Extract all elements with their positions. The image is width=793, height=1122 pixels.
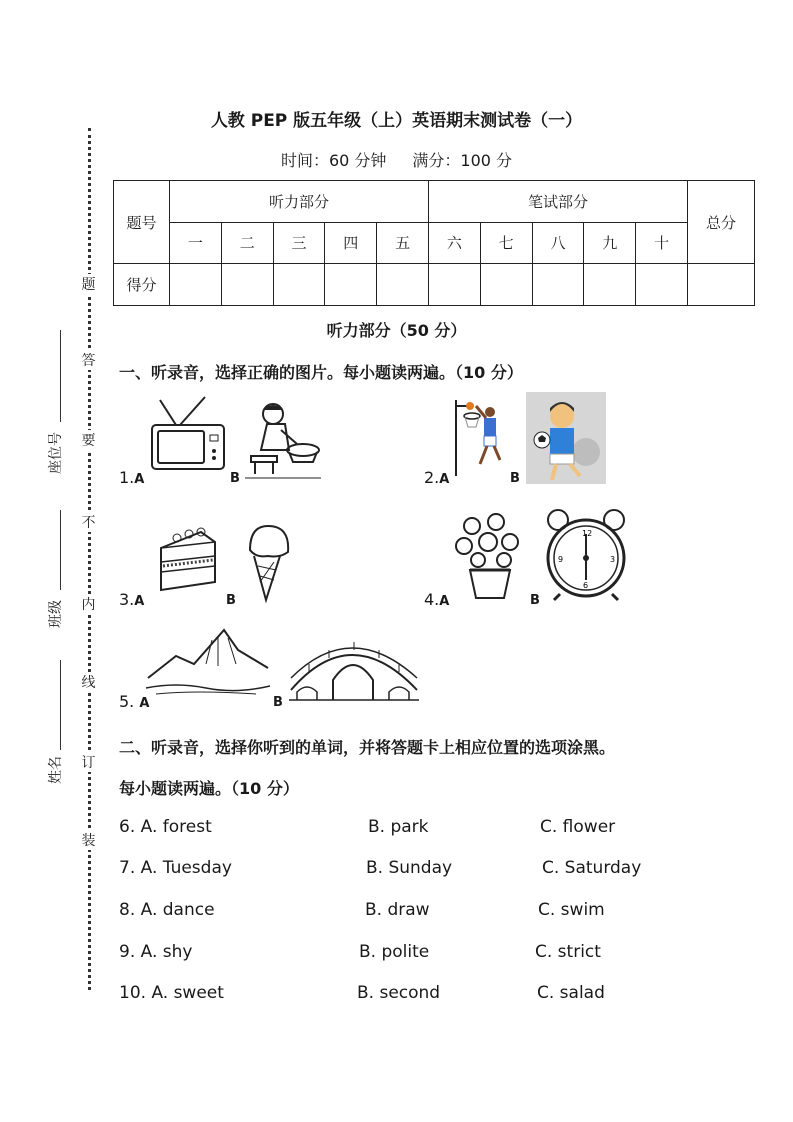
television-icon[interactable] xyxy=(150,395,230,475)
question-5-label xyxy=(119,692,149,711)
option-b-label: B xyxy=(230,471,240,486)
score-row-label: 得分 xyxy=(114,264,170,306)
question-3-label xyxy=(119,590,144,609)
score-cell[interactable] xyxy=(273,264,325,306)
binding-char: 答 xyxy=(80,350,97,370)
choice-9-b[interactable]: B. polite xyxy=(359,942,430,962)
score-cell[interactable] xyxy=(377,264,429,306)
binding-dotted-line xyxy=(88,128,91,990)
option-a-label: A xyxy=(134,472,145,487)
part-number: 四 xyxy=(325,222,377,264)
girl-washing-clothes-icon[interactable] xyxy=(245,400,325,480)
part-number: 一 xyxy=(170,222,222,264)
listening-header: 听力部分 xyxy=(170,181,429,223)
score-cell[interactable] xyxy=(480,264,532,306)
part1-heading: 一、听录音，选择正确的图片。每小题读两遍。（10 分） xyxy=(119,363,523,382)
total-header: 总分 xyxy=(687,181,754,264)
total-score-cell[interactable] xyxy=(687,264,754,306)
part-number: 七 xyxy=(480,222,532,264)
part-number: 六 xyxy=(428,222,480,264)
binding-char: 订 xyxy=(80,752,97,772)
choice-7-b[interactable]: B. Sunday xyxy=(366,858,453,878)
page-title: 人教 PEP 版五年级（上）英语期末测试卷（一） xyxy=(210,111,583,131)
name-line[interactable] xyxy=(60,660,61,750)
svg-text:9: 9 xyxy=(558,555,564,564)
class-label: 班级 xyxy=(48,600,64,628)
option-b-label: B xyxy=(273,695,283,710)
question-number: 1. xyxy=(119,468,135,487)
choice-8-b[interactable]: B. draw xyxy=(365,900,430,920)
time-limit: 时间：60 分钟 xyxy=(280,151,387,170)
svg-text:3: 3 xyxy=(610,555,616,564)
binding-char: 内 xyxy=(80,594,97,614)
binding-char: 题 xyxy=(80,274,97,294)
item-number-header: 题号 xyxy=(114,181,170,264)
bridge-icon[interactable] xyxy=(289,634,419,702)
part-number: 九 xyxy=(584,222,636,264)
choice-6-c[interactable]: C. flower xyxy=(540,817,616,837)
choice-8-a[interactable]: 8. A. dance xyxy=(119,900,215,920)
part-number: 三 xyxy=(273,222,325,264)
exam-info xyxy=(0,148,793,171)
part2-heading: 二、听录音，选择你听到的单词，并将答题卡上相应位置的选项涂黑。 xyxy=(119,738,616,757)
cake-slice-icon[interactable] xyxy=(157,526,219,596)
full-score: 满分：100 分 xyxy=(412,151,513,170)
choice-6-a[interactable]: 6. A. forest xyxy=(119,817,212,837)
choice-6-b[interactable]: B. park xyxy=(368,817,429,837)
question-number: 5. xyxy=(119,692,140,711)
svg-text:6: 6 xyxy=(583,581,589,590)
choice-9-c[interactable]: C. strict xyxy=(535,942,601,962)
mountain-icon[interactable] xyxy=(146,630,270,696)
part-number: 八 xyxy=(532,222,584,264)
binding-char: 线 xyxy=(80,672,97,692)
question-number: 2. xyxy=(424,468,440,487)
part-number: 五 xyxy=(377,222,429,264)
choice-10-b[interactable]: B. second xyxy=(357,983,441,1003)
part2-heading-continued: 每小题读两遍。（10 分） xyxy=(119,779,299,798)
option-b-label: B xyxy=(226,593,236,608)
choice-7-c[interactable]: C. Saturday xyxy=(542,858,642,878)
listening-section-title: 听力部分（50 分） xyxy=(326,321,467,340)
score-cell[interactable] xyxy=(428,264,480,306)
score-cell[interactable] xyxy=(636,264,688,306)
choice-9-a[interactable]: 9. A. shy xyxy=(119,942,193,962)
choice-8-c[interactable]: C. swim xyxy=(538,900,605,920)
score-cell[interactable] xyxy=(221,264,273,306)
option-a-label: A xyxy=(439,594,450,609)
option-a-label: A xyxy=(134,594,145,609)
option-a-label: A xyxy=(139,696,150,711)
seat-number-line[interactable] xyxy=(60,330,61,422)
choice-10-c[interactable]: C. salad xyxy=(537,983,605,1003)
flower-pot-icon[interactable] xyxy=(452,512,524,602)
ice-cream-cone-icon[interactable] xyxy=(244,522,292,602)
binding-char: 要 xyxy=(80,430,97,450)
question-1-label xyxy=(119,468,144,487)
name-label: 姓名 xyxy=(48,756,64,784)
question-2-label xyxy=(424,468,449,487)
binding-char: 装 xyxy=(80,830,97,850)
option-b-label: B xyxy=(530,593,540,608)
question-number: 4. xyxy=(424,590,440,609)
part-number: 二 xyxy=(221,222,273,264)
class-line[interactable] xyxy=(60,510,61,590)
score-cell[interactable] xyxy=(584,264,636,306)
question-number: 3. xyxy=(119,590,135,609)
svg-text:12: 12 xyxy=(582,529,593,538)
written-header: 笔试部分 xyxy=(428,181,687,223)
option-b-label: B xyxy=(510,471,520,486)
part-number: 十 xyxy=(636,222,688,264)
question-4-label xyxy=(424,590,449,609)
boy-playing-football-photo[interactable] xyxy=(526,392,606,484)
seat-number-label: 座位号 xyxy=(48,432,64,474)
choice-7-a[interactable]: 7. A. Tuesday xyxy=(119,858,232,878)
score-cell[interactable] xyxy=(170,264,222,306)
basketball-player-icon[interactable] xyxy=(450,396,512,476)
option-a-label: A xyxy=(439,472,450,487)
score-table xyxy=(113,180,755,306)
score-cell[interactable] xyxy=(532,264,584,306)
score-cell[interactable] xyxy=(325,264,377,306)
alarm-clock-icon[interactable] xyxy=(540,508,632,602)
choice-10-a[interactable]: 10. A. sweet xyxy=(119,983,224,1003)
binding-char: 不 xyxy=(80,512,97,532)
